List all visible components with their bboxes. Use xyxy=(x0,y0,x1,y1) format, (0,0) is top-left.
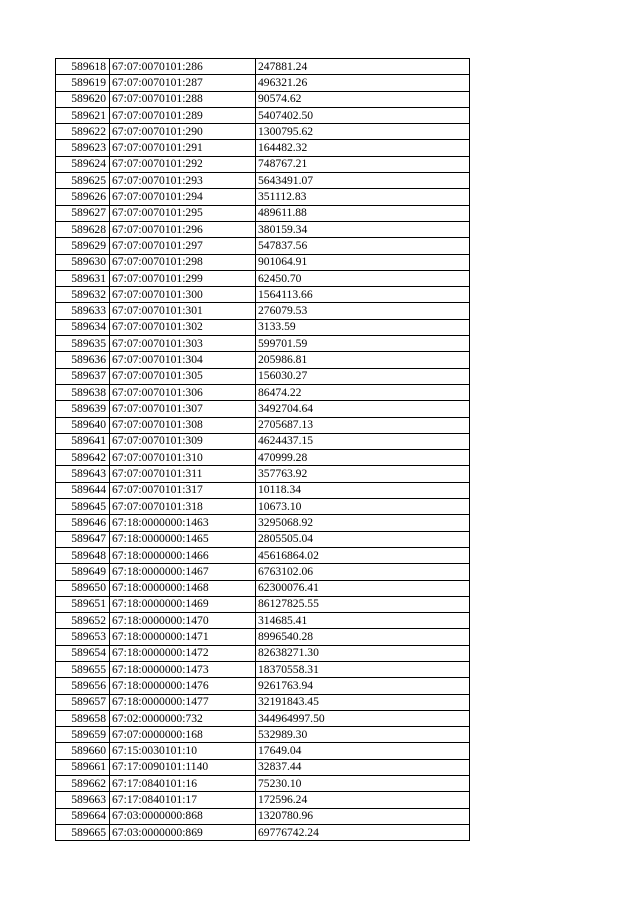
cadastral-number-cell: 67:07:0070101:291 xyxy=(110,140,256,156)
row-id-cell: 589640 xyxy=(56,417,110,433)
row-id-cell: 589628 xyxy=(56,221,110,237)
row-id-cell: 589665 xyxy=(56,824,110,840)
value-cell: 172596.24 xyxy=(256,792,470,808)
row-id-cell: 589648 xyxy=(56,547,110,563)
cadastral-number-cell: 67:07:0070101:293 xyxy=(110,173,256,189)
row-id-cell: 589649 xyxy=(56,564,110,580)
cadastral-number-cell: 67:07:0070101:308 xyxy=(110,417,256,433)
table-row xyxy=(56,515,470,531)
value-cell: 748767.21 xyxy=(256,156,470,172)
cadastral-number-cell: 67:07:0070101:295 xyxy=(110,205,256,221)
row-id-cell: 589631 xyxy=(56,270,110,286)
row-id-cell: 589654 xyxy=(56,645,110,661)
value-cell: 86474.22 xyxy=(256,384,470,400)
table-row xyxy=(56,776,470,792)
table-body xyxy=(56,59,470,841)
row-id-cell: 589641 xyxy=(56,433,110,449)
table-row xyxy=(56,173,470,189)
row-id-cell: 589658 xyxy=(56,710,110,726)
table-row xyxy=(56,336,470,352)
table-row xyxy=(56,531,470,547)
cadastral-number-cell: 67:18:0000000:1473 xyxy=(110,661,256,677)
row-id-cell: 589634 xyxy=(56,319,110,335)
row-id-cell: 589638 xyxy=(56,384,110,400)
cadastral-number-cell: 67:07:0070101:301 xyxy=(110,303,256,319)
table-row xyxy=(56,564,470,580)
row-id-cell: 589629 xyxy=(56,238,110,254)
table-row xyxy=(56,91,470,107)
cadastral-number-cell: 67:07:0070101:288 xyxy=(110,91,256,107)
row-id-cell: 589657 xyxy=(56,694,110,710)
value-cell: 547837.56 xyxy=(256,238,470,254)
value-cell: 82638271.30 xyxy=(256,645,470,661)
cadastral-number-cell: 67:07:0070101:311 xyxy=(110,466,256,482)
table-row xyxy=(56,450,470,466)
value-cell: 62450.70 xyxy=(256,270,470,286)
cadastral-number-cell: 67:18:0000000:1468 xyxy=(110,580,256,596)
cadastral-number-cell: 67:07:0070101:300 xyxy=(110,287,256,303)
row-id-cell: 589637 xyxy=(56,368,110,384)
cadastral-number-cell: 67:07:0070101:298 xyxy=(110,254,256,270)
table-row xyxy=(56,59,470,75)
table-row xyxy=(56,694,470,710)
cadastral-number-cell: 67:17:0090101:1140 xyxy=(110,759,256,775)
cadastral-number-cell: 67:02:0000000:732 xyxy=(110,710,256,726)
value-cell: 276079.53 xyxy=(256,303,470,319)
table-row xyxy=(56,205,470,221)
table-row xyxy=(56,238,470,254)
value-cell: 344964997.50 xyxy=(256,710,470,726)
cadastral-number-cell: 67:07:0070101:307 xyxy=(110,401,256,417)
cadastral-number-cell: 67:07:0070101:289 xyxy=(110,107,256,123)
row-id-cell: 589636 xyxy=(56,352,110,368)
row-id-cell: 589632 xyxy=(56,287,110,303)
row-id-cell: 589619 xyxy=(56,75,110,91)
table-row xyxy=(56,107,470,123)
row-id-cell: 589663 xyxy=(56,792,110,808)
value-cell: 5643491.07 xyxy=(256,173,470,189)
row-id-cell: 589647 xyxy=(56,531,110,547)
cadastral-number-cell: 67:07:0000000:168 xyxy=(110,727,256,743)
value-cell: 32191843.45 xyxy=(256,694,470,710)
cadastral-number-cell: 67:07:0070101:303 xyxy=(110,336,256,352)
value-cell: 8996540.28 xyxy=(256,629,470,645)
row-id-cell: 589646 xyxy=(56,515,110,531)
value-cell: 10673.10 xyxy=(256,499,470,515)
table-row xyxy=(56,710,470,726)
table-row xyxy=(56,368,470,384)
cadastral-number-cell: 67:18:0000000:1471 xyxy=(110,629,256,645)
table-row xyxy=(56,499,470,515)
table-row xyxy=(56,678,470,694)
cadastral-number-cell: 67:18:0000000:1476 xyxy=(110,678,256,694)
value-cell: 1564113.66 xyxy=(256,287,470,303)
value-cell: 86127825.55 xyxy=(256,596,470,612)
value-cell: 1300795.62 xyxy=(256,124,470,140)
cadastral-number-cell: 67:18:0000000:1466 xyxy=(110,547,256,563)
table-row xyxy=(56,759,470,775)
cadastral-number-cell: 67:07:0070101:318 xyxy=(110,499,256,515)
cadastral-number-cell: 67:03:0000000:868 xyxy=(110,808,256,824)
cadastral-number-cell: 67:07:0070101:302 xyxy=(110,319,256,335)
table-row xyxy=(56,482,470,498)
cadastral-number-cell: 67:07:0070101:294 xyxy=(110,189,256,205)
value-cell: 5407402.50 xyxy=(256,107,470,123)
row-id-cell: 589645 xyxy=(56,499,110,515)
table-row xyxy=(56,645,470,661)
row-id-cell: 589651 xyxy=(56,596,110,612)
table-row xyxy=(56,124,470,140)
table-row xyxy=(56,417,470,433)
cadastral-number-cell: 67:07:0070101:296 xyxy=(110,221,256,237)
table-row xyxy=(56,401,470,417)
table-row xyxy=(56,547,470,563)
row-id-cell: 589644 xyxy=(56,482,110,498)
value-cell: 380159.34 xyxy=(256,221,470,237)
table-row xyxy=(56,287,470,303)
value-cell: 205986.81 xyxy=(256,352,470,368)
value-cell: 32837.44 xyxy=(256,759,470,775)
row-id-cell: 589650 xyxy=(56,580,110,596)
cadastral-number-cell: 67:18:0000000:1469 xyxy=(110,596,256,612)
table-row xyxy=(56,189,470,205)
table-row xyxy=(56,433,470,449)
value-cell: 2805505.04 xyxy=(256,531,470,547)
value-cell: 90574.62 xyxy=(256,91,470,107)
row-id-cell: 589639 xyxy=(56,401,110,417)
value-cell: 10118.34 xyxy=(256,482,470,498)
value-cell: 532989.30 xyxy=(256,727,470,743)
value-cell: 1320780.96 xyxy=(256,808,470,824)
value-cell: 489611.88 xyxy=(256,205,470,221)
row-id-cell: 589621 xyxy=(56,107,110,123)
cadastral-number-cell: 67:07:0070101:304 xyxy=(110,352,256,368)
value-cell: 3492704.64 xyxy=(256,401,470,417)
row-id-cell: 589630 xyxy=(56,254,110,270)
row-id-cell: 589664 xyxy=(56,808,110,824)
cadastral-number-cell: 67:07:0070101:292 xyxy=(110,156,256,172)
value-cell: 357763.92 xyxy=(256,466,470,482)
row-id-cell: 589623 xyxy=(56,140,110,156)
cadastral-number-cell: 67:07:0070101:305 xyxy=(110,368,256,384)
cadastral-number-cell: 67:03:0000000:869 xyxy=(110,824,256,840)
table-row xyxy=(56,743,470,759)
row-id-cell: 589660 xyxy=(56,743,110,759)
table-row xyxy=(56,156,470,172)
cadastral-number-cell: 67:07:0070101:290 xyxy=(110,124,256,140)
table-row xyxy=(56,384,470,400)
row-id-cell: 589625 xyxy=(56,173,110,189)
row-id-cell: 589643 xyxy=(56,466,110,482)
value-cell: 156030.27 xyxy=(256,368,470,384)
value-cell: 9261763.94 xyxy=(256,678,470,694)
row-id-cell: 589642 xyxy=(56,450,110,466)
table-row xyxy=(56,221,470,237)
cadastral-number-cell: 67:17:0840101:17 xyxy=(110,792,256,808)
table-row xyxy=(56,580,470,596)
table-row xyxy=(56,808,470,824)
cadastral-number-cell: 67:15:0030101:10 xyxy=(110,743,256,759)
value-cell: 351112.83 xyxy=(256,189,470,205)
cadastral-number-cell: 67:07:0070101:297 xyxy=(110,238,256,254)
cadastral-number-cell: 67:18:0000000:1467 xyxy=(110,564,256,580)
table-row xyxy=(56,792,470,808)
table-row xyxy=(56,466,470,482)
value-cell: 17649.04 xyxy=(256,743,470,759)
row-id-cell: 589652 xyxy=(56,613,110,629)
row-id-cell: 589627 xyxy=(56,205,110,221)
row-id-cell: 589626 xyxy=(56,189,110,205)
value-cell: 164482.32 xyxy=(256,140,470,156)
cadastral-number-cell: 67:18:0000000:1477 xyxy=(110,694,256,710)
value-cell: 75230.10 xyxy=(256,776,470,792)
table-row xyxy=(56,319,470,335)
table-row xyxy=(56,613,470,629)
value-cell: 314685.41 xyxy=(256,613,470,629)
row-id-cell: 589662 xyxy=(56,776,110,792)
value-cell: 901064.91 xyxy=(256,254,470,270)
value-cell: 599701.59 xyxy=(256,336,470,352)
data-table xyxy=(55,58,470,841)
value-cell: 62300076.41 xyxy=(256,580,470,596)
value-cell: 496321.26 xyxy=(256,75,470,91)
row-id-cell: 589620 xyxy=(56,91,110,107)
cadastral-number-cell: 67:18:0000000:1463 xyxy=(110,515,256,531)
row-id-cell: 589622 xyxy=(56,124,110,140)
value-cell: 18370558.31 xyxy=(256,661,470,677)
cadastral-number-cell: 67:18:0000000:1472 xyxy=(110,645,256,661)
value-cell: 470999.28 xyxy=(256,450,470,466)
value-cell: 45616864.02 xyxy=(256,547,470,563)
table-row xyxy=(56,303,470,319)
table-row xyxy=(56,270,470,286)
row-id-cell: 589655 xyxy=(56,661,110,677)
row-id-cell: 589633 xyxy=(56,303,110,319)
row-id-cell: 589661 xyxy=(56,759,110,775)
cadastral-number-cell: 67:07:0070101:309 xyxy=(110,433,256,449)
value-cell: 4624437.15 xyxy=(256,433,470,449)
table-row xyxy=(56,140,470,156)
table-row xyxy=(56,661,470,677)
table-row xyxy=(56,824,470,840)
table-row xyxy=(56,75,470,91)
row-id-cell: 589656 xyxy=(56,678,110,694)
row-id-cell: 589659 xyxy=(56,727,110,743)
table-row xyxy=(56,254,470,270)
cadastral-number-cell: 67:07:0070101:317 xyxy=(110,482,256,498)
row-id-cell: 589635 xyxy=(56,336,110,352)
value-cell: 3133.59 xyxy=(256,319,470,335)
cadastral-number-cell: 67:18:0000000:1470 xyxy=(110,613,256,629)
value-cell: 6763102.06 xyxy=(256,564,470,580)
value-cell: 3295068.92 xyxy=(256,515,470,531)
cadastral-number-cell: 67:07:0070101:286 xyxy=(110,59,256,75)
cadastral-number-cell: 67:17:0840101:16 xyxy=(110,776,256,792)
table-row xyxy=(56,727,470,743)
value-cell: 69776742.24 xyxy=(256,824,470,840)
row-id-cell: 589653 xyxy=(56,629,110,645)
table-row xyxy=(56,596,470,612)
value-cell: 247881.24 xyxy=(256,59,470,75)
cadastral-number-cell: 67:07:0070101:287 xyxy=(110,75,256,91)
table-row xyxy=(56,629,470,645)
row-id-cell: 589618 xyxy=(56,59,110,75)
table-row xyxy=(56,352,470,368)
value-cell: 2705687.13 xyxy=(256,417,470,433)
cadastral-number-cell: 67:07:0070101:310 xyxy=(110,450,256,466)
cadastral-number-cell: 67:07:0070101:299 xyxy=(110,270,256,286)
cadastral-number-cell: 67:07:0070101:306 xyxy=(110,384,256,400)
cadastral-number-cell: 67:18:0000000:1465 xyxy=(110,531,256,547)
row-id-cell: 589624 xyxy=(56,156,110,172)
